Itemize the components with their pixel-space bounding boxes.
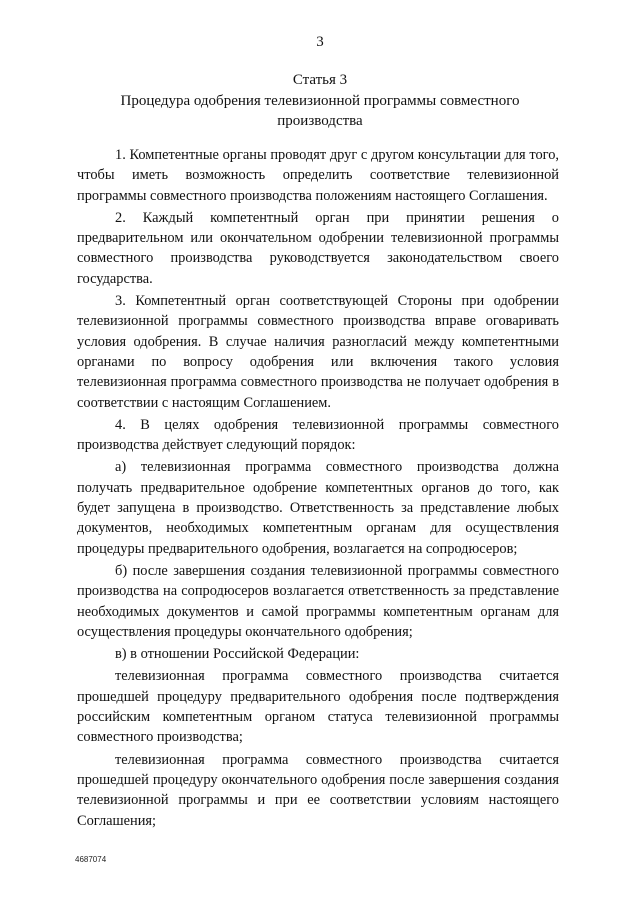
- subparagraph-v: в) в отношении Российской Федерации:: [115, 646, 360, 663]
- footer-code: 4687074: [75, 855, 107, 864]
- article-title: Процедура одобрения телевизионной программы совместного производства: [120, 93, 520, 129]
- document-body: [77, 145, 559, 831]
- subparagraph-b: б) после завершения создания телевизионной программы совместного производства на сопродюсеров возлагается ответственность за представление необходимых документов и самой программы компетентным органам для осуществления процедуры окончательного одобрения;: [77, 562, 559, 640]
- article-heading: Статья 3: [292, 72, 348, 88]
- page-number: 3: [316, 34, 324, 50]
- paragraph-2: 2. Каждый компетентный орган при принятии решения о предварительном или окончательном одобрении телевизионной программы совместного производства руководствуется законодательством своего государства.: [77, 209, 559, 287]
- subparagraph-a: а) телевизионная программа совместного производства должна получать предварительное одобрение компетентных органов до того, как будет запущена в производство. Ответственность за представление любых документов, необходимых компетентным органам для осуществления процедуры предварительного одобрения, возлагается на сопродюсеров;: [77, 459, 559, 557]
- subparagraph-v-item-2: телевизионная программа совместного производства считается прошедшей процедуру окончательного одобрения после завершения создания телевизионной программы и при ее соответствии условиям настоящего Соглашения;: [77, 751, 559, 829]
- paragraph-1: 1. Компетентные органы проводят друг с другом консультации для того, чтобы иметь возможность определить соответствие телевизионной программы совместного производства положениям настоящего Соглашения.: [77, 147, 559, 204]
- paragraph-3: 3. Компетентный орган соответствующей Стороны при одобрении телевизионной программы совместного производства вправе оговаривать условия одобрения. В случае наличия разногласий между компетентными органами по вопросу одобрения или включения такого условия телевизионная программа совместного производства не получает одобрения в соответствии с настоящим Соглашением.: [77, 293, 559, 411]
- subparagraph-v-item-1: телевизионная программа совместного производства считается прошедшей процедуру предварительного одобрения после подтверждения российским компетентным органом статуса телевизионной программы совместного производства;: [77, 668, 559, 746]
- paragraph-4: 4. В целях одобрения телевизионной программы совместного производства действует следующий порядок:: [77, 416, 559, 454]
